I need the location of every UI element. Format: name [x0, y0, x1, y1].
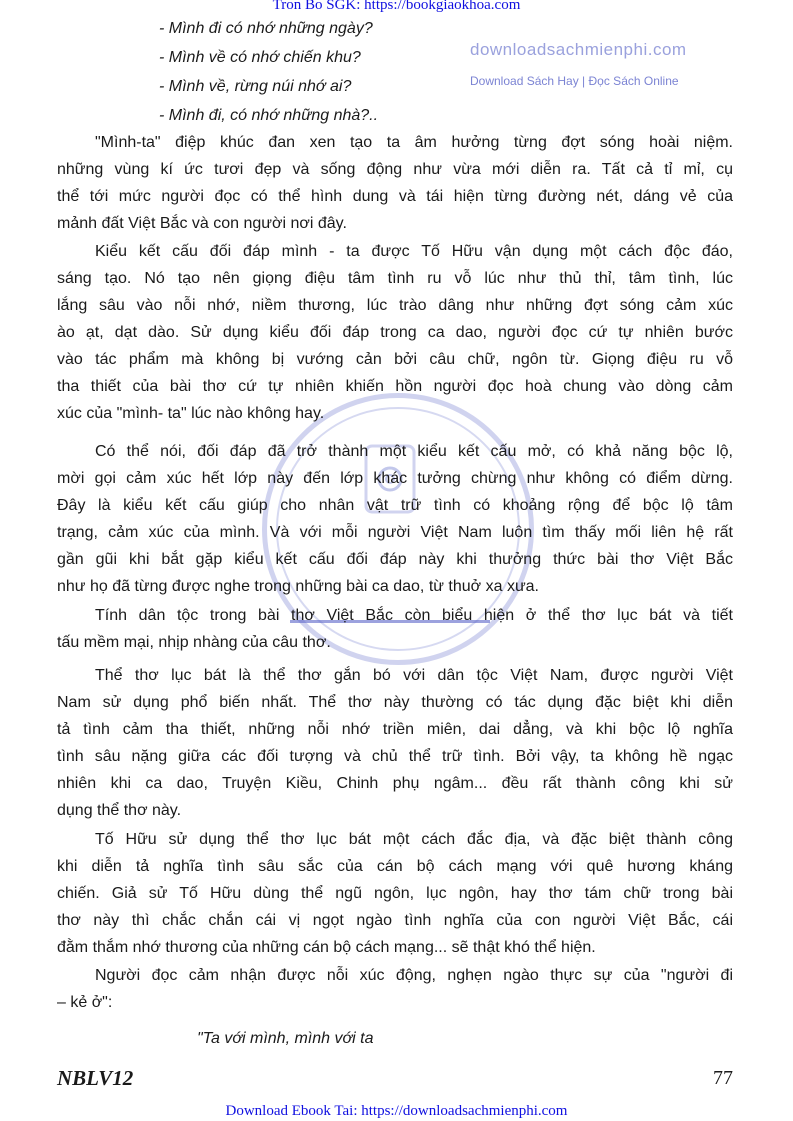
text-line: như họ đã từng được nghe trong những bài ca dao, từ thuở xa xưa.: [57, 578, 539, 595]
text-line: – kẻ ở":: [57, 994, 113, 1011]
text-line: vào tác phẩm mà không bị vướng cản bởi câu chữ, ngôn từ. Giọng điệu ru vỗ: [57, 351, 733, 368]
paragraph-6: [57, 826, 733, 961]
book-code: NBLV12: [57, 1066, 134, 1090]
text-line: đằm thắm nhớ thương của những cán bộ cách mạng... sẽ thật khó thể hiện.: [57, 939, 596, 956]
paragraph-2: [57, 238, 733, 427]
text-line: Tố Hữu sử dụng thể thơ lục bát một cách đắc địa, và đặc biệt thành công: [95, 831, 733, 848]
watermark-tagline: Download Sách Hay | Đọc Sách Online: [470, 74, 679, 88]
verse-line: - Mình đi, có nhớ những nhà?..: [159, 107, 379, 124]
text-line: Có thể nói, đối đáp đã trở thành một kiểu kết cấu mở, có khả năng bộc lộ,: [95, 443, 733, 460]
text-line: xúc của "mình- ta" lúc nào không hay.: [57, 405, 325, 422]
text-line: Kiểu kết cấu đối đáp mình - ta được Tố Hữu vận dụng một cách độc đáo,: [95, 243, 733, 260]
text-line: thơ này thì chắc chắn cái vị ngọt ngào tình nghĩa của con người Việt Bắc, cái: [57, 912, 733, 929]
page-number: 77: [713, 1067, 733, 1089]
text-line: ào ạt, dạt dào. Sử dụng kiểu đối đáp trong ca dao, người đọc cứ tự nhiên bước: [57, 324, 733, 341]
header-link[interactable]: Tron Bo SGK: https://bookgiaokhoa.com: [272, 0, 521, 13]
paragraph-1: [57, 129, 733, 237]
text-line: dụng thể thơ này.: [57, 802, 182, 819]
verse-top: [159, 14, 378, 130]
verse-bottom: "Ta với mình, mình với ta: [197, 1030, 374, 1047]
text-line: Đây là kiểu kết cấu giúp cho nhân vật trữ tình có khoảng rộng để bộc lộ tâm: [57, 497, 733, 514]
text-line: những vùng kí ức tươi đẹp và sống động như vừa mới diễn ra. Tất cả tỉ mỉ, cụ: [57, 161, 733, 178]
text-line: tha thiết của bài thơ cứ tự nhiên khiến hồn người đọc hoà chung vào dòng cảm: [57, 378, 733, 395]
text-line: thể tới mức người đọc có thể hình dung và tái hiện từng đường nét, dáng vẻ của: [57, 188, 733, 205]
text-line: gần gũi khi bắt gặp kiểu kết cấu đối đáp này khi thưởng thức bài thơ Việt Bắc: [57, 551, 733, 568]
verse-line: - Mình về có nhớ chiến khu?: [159, 49, 361, 66]
verse-line: - Mình đi có nhớ những ngày?: [159, 20, 373, 37]
text-line: chiến. Giả sử Tố Hữu dùng thể ngũ ngôn, lục ngôn, hay thơ tám chữ trong bài: [57, 885, 733, 902]
footer-link[interactable]: Download Ebook Tai: https://downloadsachmienphi.com: [225, 1103, 568, 1119]
text-line: Nam sử dụng phổ biến nhất. Thể thơ này thường có tác dụng đặc biệt khi diễn: [57, 694, 733, 711]
paragraph-7: [57, 962, 733, 1016]
paragraph-3: [57, 438, 733, 600]
text-line: lắng sâu vào nỗi nhớ, niềm thương, lúc trào dâng như những đợt sóng cảm xúc: [57, 297, 733, 314]
text-line: sáng tạo. Nó tạo nên giọng điệu tâm tình ru vỗ lúc như thủ thỉ, tâm tình, lúc: [57, 270, 733, 287]
text-line: "Mình-ta" điệp khúc đan xen tạo ta âm hưởng từng đợt sóng hoài niệm.: [95, 134, 733, 151]
text-line: tình sâu nặng giữa các đối tượng và chủ thể trữ tình. Bởi vậy, ta không hề ngạc: [57, 748, 733, 765]
text-line: trạng, cảm xúc của mình. Và với mỗi người Việt Nam luôn tìm thấy mối liên hệ rất: [57, 524, 733, 541]
paragraph-4: [57, 602, 733, 656]
text-line: mảnh đất Việt Bắc và con người nơi đây.: [57, 215, 347, 232]
text-line: tấu mềm mại, nhịp nhàng của câu thơ.: [57, 634, 331, 651]
text-line: nhiên khi ca dao, Truyện Kiều, Chinh phụ ngâm... đều rất thành công khi sử: [57, 775, 733, 792]
text-line: mời gọi cảm xúc hết lớp này đến lớp khác tưởng chừng như không có điểm dừng.: [57, 470, 733, 487]
text-line: Thể thơ lục bát là thể thơ gắn bó với dân tộc Việt Nam, được người Việt: [95, 667, 733, 684]
text-line: khi diễn tả nghĩa tình sâu sắc của cán bộ cách mạng với quê hương kháng: [57, 858, 733, 875]
paragraph-5: [57, 662, 733, 824]
text-line: Tính dân tộc trong bài thơ Việt Bắc còn biểu hiện ở thể thơ lục bát và tiết: [95, 607, 733, 624]
text-line: Người đọc cảm nhận được nỗi xúc động, nghẹn ngào thực sự của "người đi: [95, 967, 733, 984]
verse-line: - Mình về, rừng núi nhớ ai?: [159, 78, 352, 95]
text-line: tả tình cảm tha thiết, những nỗi nhớ triền miên, dai dẳng, và khi bộc lộ nghĩa: [57, 721, 733, 738]
watermark-site: downloadsachmienphi.com: [470, 40, 687, 59]
